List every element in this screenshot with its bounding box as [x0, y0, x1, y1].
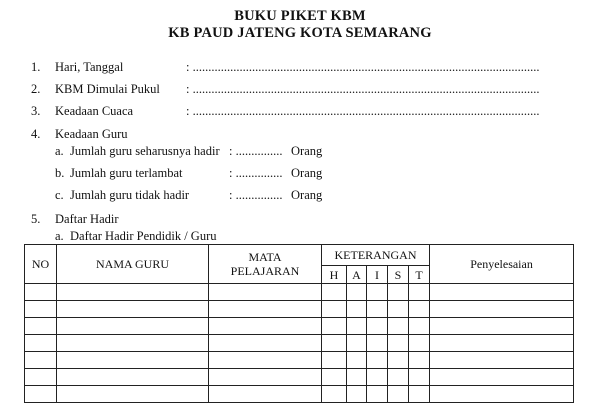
fill-line-kbm-pukul[interactable]: : ............................................................................................................... [186, 82, 540, 96]
table-cell[interactable] [409, 335, 430, 352]
table-cell[interactable] [347, 386, 367, 403]
table-cell[interactable] [347, 318, 367, 335]
table-row [25, 301, 574, 318]
table-cell[interactable] [322, 352, 347, 369]
header-code-s: S [388, 266, 409, 284]
table-cell[interactable] [409, 301, 430, 318]
header-no: NO [25, 245, 57, 284]
item-number: 2. [31, 82, 41, 96]
sub-letter: a. [55, 144, 64, 158]
header-code-t: T [409, 266, 430, 284]
doc-subtitle: KB PAUD JATENG KOTA SEMARANG [168, 25, 432, 41]
table-cell[interactable] [388, 386, 409, 403]
table-cell[interactable] [57, 386, 209, 403]
table-cell[interactable] [430, 284, 574, 301]
table-body [25, 284, 574, 403]
sub-letter: b. [55, 166, 65, 180]
table-cell[interactable] [57, 301, 209, 318]
table-cell[interactable] [322, 318, 347, 335]
unit-label: Orang [291, 166, 323, 180]
sub-label: Jumlah guru seharusnya hadir [70, 144, 220, 158]
doc-title: BUKU PIKET KBM [234, 8, 366, 24]
header-nama-guru: NAMA GURU [57, 245, 209, 284]
table-cell[interactable] [367, 284, 388, 301]
item-label: KBM Dimulai Pukul [55, 82, 160, 96]
table-cell[interactable] [209, 352, 322, 369]
table-cell[interactable] [57, 369, 209, 386]
table-cell[interactable] [367, 369, 388, 386]
fill-line-cuaca[interactable]: : ............................................................................................................... [186, 104, 540, 118]
header-keterangan: KETERANGAN [322, 245, 430, 266]
item-label: Keadaan Guru [55, 127, 128, 141]
table-cell[interactable] [409, 386, 430, 403]
table-cell[interactable] [430, 386, 574, 403]
table-cell[interactable] [367, 386, 388, 403]
table-cell[interactable] [388, 352, 409, 369]
table-cell[interactable] [322, 369, 347, 386]
table-cell[interactable] [388, 284, 409, 301]
header-code-a: A [347, 266, 367, 284]
item-number: 3. [31, 104, 41, 118]
table-cell[interactable] [25, 301, 57, 318]
table-cell[interactable] [322, 284, 347, 301]
table-cell[interactable] [409, 369, 430, 386]
table-cell[interactable] [367, 352, 388, 369]
table-row [25, 335, 574, 352]
table-cell[interactable] [367, 335, 388, 352]
table-cell[interactable] [409, 284, 430, 301]
table-cell[interactable] [25, 386, 57, 403]
header-code-h: H [322, 266, 347, 284]
item-number: 4. [31, 127, 41, 141]
item-number: 1. [31, 60, 41, 74]
table-cell[interactable] [388, 369, 409, 386]
table-cell[interactable] [347, 352, 367, 369]
sub-letter: c. [55, 188, 64, 202]
table-cell[interactable] [322, 386, 347, 403]
header-penyelesaian: Penyelesaian [430, 245, 574, 284]
table-cell[interactable] [25, 335, 57, 352]
table-cell[interactable] [322, 335, 347, 352]
header-mata-line1: MATA [248, 250, 282, 264]
table-cell[interactable] [25, 284, 57, 301]
table-cell[interactable] [57, 352, 209, 369]
table-cell[interactable] [25, 352, 57, 369]
unit-label: Orang [291, 188, 323, 202]
table-cell[interactable] [367, 318, 388, 335]
fill-line-seharusnya-hadir[interactable]: : ............... [229, 144, 283, 158]
table-cell[interactable] [25, 318, 57, 335]
fill-line-tidak-hadir[interactable]: : ............... [229, 188, 283, 202]
table-cell[interactable] [388, 301, 409, 318]
table-cell[interactable] [388, 335, 409, 352]
table-cell[interactable] [430, 301, 574, 318]
header-mata-pelajaran [209, 245, 322, 284]
table-cell[interactable] [388, 318, 409, 335]
table-cell[interactable] [57, 335, 209, 352]
table-cell[interactable] [209, 318, 322, 335]
sub-label: Jumlah guru terlambat [70, 166, 183, 180]
table-cell[interactable] [322, 301, 347, 318]
table-cell[interactable] [347, 335, 367, 352]
header-code-i: I [367, 266, 388, 284]
item-label: Hari, Tanggal [55, 60, 124, 74]
table-row [25, 284, 574, 301]
table-cell[interactable] [209, 284, 322, 301]
table-cell[interactable] [209, 369, 322, 386]
table-cell[interactable] [25, 369, 57, 386]
item-label: Keadaan Cuaca [55, 104, 134, 118]
table-cell[interactable] [209, 301, 322, 318]
table-row [25, 352, 574, 369]
table-cell[interactable] [209, 335, 322, 352]
table-cell[interactable] [409, 318, 430, 335]
fill-line-hari-tanggal[interactable]: : ............................................................................................................... [186, 60, 540, 74]
table-cell[interactable] [347, 301, 367, 318]
table-cell[interactable] [430, 335, 574, 352]
sub-label: Jumlah guru tidak hadir [70, 188, 190, 202]
table-cell[interactable] [209, 386, 322, 403]
table-cell[interactable] [367, 301, 388, 318]
table-row [25, 386, 574, 403]
table-cell[interactable] [409, 352, 430, 369]
table-cell[interactable] [430, 369, 574, 386]
sub-letter: a. [55, 229, 64, 243]
fill-line-terlambat[interactable]: : ............... [229, 166, 283, 180]
unit-label: Orang [291, 144, 323, 158]
table-cell[interactable] [57, 318, 209, 335]
table-cell[interactable] [57, 284, 209, 301]
item-number: 5. [31, 212, 41, 226]
attendance-table [24, 244, 574, 403]
table-cell[interactable] [430, 352, 574, 369]
table-cell[interactable] [347, 369, 367, 386]
header-mata-line2: PELAJARAN [230, 264, 300, 278]
item-label: Daftar Hadir [55, 212, 119, 226]
table-row [25, 318, 574, 335]
table-row [25, 369, 574, 386]
table-cell[interactable] [430, 318, 574, 335]
table-cell[interactable] [347, 284, 367, 301]
sub-label: Daftar Hadir Pendidik / Guru [70, 229, 217, 243]
